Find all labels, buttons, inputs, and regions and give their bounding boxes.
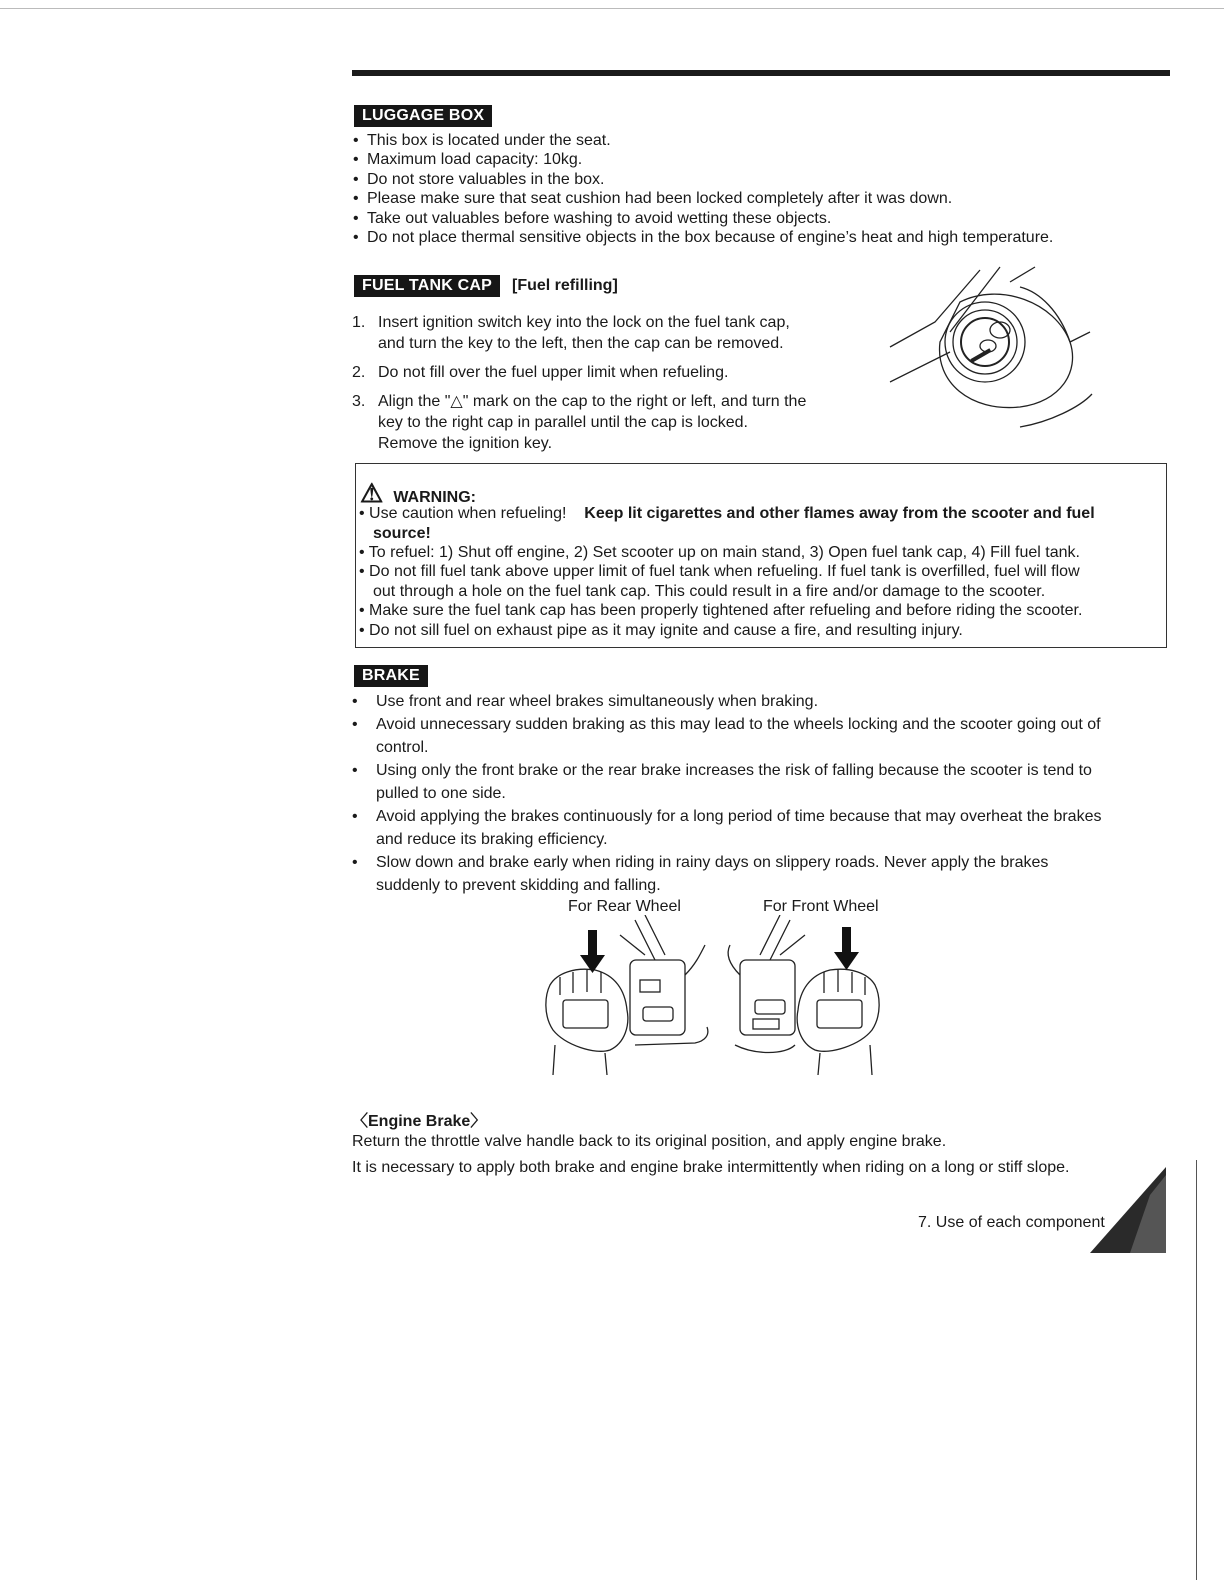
fuel-step-line: and turn the key to the left, then the cap can be removed. [378,335,784,352]
warning-box [355,463,1167,648]
fuel-step-number: 3. [352,393,366,410]
brake-bullet-line: and reduce its braking efficiency. [376,831,608,848]
header-rule [352,70,1170,76]
caption-front-wheel: For Front Wheel [763,898,879,915]
warning-line-5: • Do not sill fuel on exhaust pipe as it may ignite and cause a fire, and resulting injury. [359,622,963,639]
fuel-step-line: Align the "△" mark on the cap to the right or left, and turn the [378,393,807,410]
right-margin-line [1196,1160,1197,1580]
brake-label: BRAKE [354,665,428,687]
fuel-step [352,391,852,454]
brake-bullet [352,713,1152,759]
luggage-bullet: • This box is located under the seat. [367,131,611,151]
brake-bullet-line: • Avoid unnecessary sudden braking as this may lead to the wheels locking and the scooter going out of [376,716,1101,733]
luggage-bullet: • Do not place thermal sensitive objects in the box because of engine’s heat and high temperature. [367,228,1053,248]
page-corner-tab [1090,1165,1170,1255]
brake-bullet-line: • Avoid applying the brakes continuously for a long period of time because that may overheat the brakes [376,808,1102,825]
luggage-bullet: • Do not store valuables in the box. [367,170,604,190]
luggage-bullet: • Please make sure that seat cushion had been locked completely after it was down. [367,189,952,209]
fuel-step-line: Do not fill over the fuel upper limit when refueling. [378,364,729,381]
luggage-bullet: • Maximum load capacity: 10kg. [367,150,582,170]
engine-brake-line-1: Return the throttle valve handle back to its original position, and apply engine brake. [352,1133,947,1150]
warning-line-1-bold: Keep lit cigarettes and other flames away from the scooter and fuel [584,505,1095,522]
fuel-cap-illustration [880,262,1100,432]
page-footer: 7. Use of each component [918,1214,1105,1231]
fuel-tank-cap-label: FUEL TANK CAP [354,275,500,297]
page-edge-line [0,8,1224,9]
fuel-step [352,362,852,383]
fuel-step-number: 1. [352,314,366,331]
brake-bullet-line: • Slow down and brake early when riding in rainy days on slippery roads. Never apply the brakes [376,854,1049,871]
fuel-step-line: key to the right cap in parallel until the cap is locked. [378,414,748,431]
brake-hands-illustration [535,915,890,1080]
fuel-step [352,312,852,354]
warning-line-3: • Do not fill fuel tank above upper limit of fuel tank when refueling. If fuel tank is overfilled, fuel will flow [359,563,1080,580]
warning-triangle-icon: ⚠ [360,478,384,508]
warning-line-4: • Make sure the fuel tank cap has been properly tightened after refueling and before riding the scooter. [359,602,1083,619]
fuel-subtitle: [Fuel refilling] [512,277,618,294]
warning-line-1-bold-cont: source! [373,525,431,542]
warning-line-1-normal: • Use caution when refueling! [359,505,567,522]
luggage-bullet: • Take out valuables before washing to avoid wetting these objects. [367,209,831,229]
fuel-step-line: Remove the ignition key. [378,435,553,452]
brake-bullet-line: • Use front and rear wheel brakes simultaneously when braking. [376,693,819,710]
caption-rear-wheel: For Rear Wheel [568,898,681,915]
brake-bullet-line: suddenly to prevent skidding and falling. [376,877,661,894]
warning-title-text: WARNING: [393,489,476,506]
brake-bullet-line: • Using only the front brake or the rear brake increases the risk of falling because the scooter is tend to [376,762,1092,779]
brake-bullet-line: control. [376,739,429,756]
warning-line-1 [359,504,1095,523]
fuel-steps-list [352,312,852,462]
warning-line-2: • To refuel: 1) Shut off engine, 2) Set scooter up on main stand, 3) Open fuel tank cap, 4) Fill fuel tank. [359,544,1080,561]
fuel-step-line: Insert ignition switch key into the lock on the fuel tank cap, [378,314,790,331]
engine-brake-line-2: It is necessary to apply both brake and engine brake intermittently when riding on a long or stiff slope. [352,1159,1070,1176]
brake-bullet-list [352,690,1152,897]
engine-brake-title: 〈Engine Brake〉 [352,1113,487,1130]
warning-line-1-cont [373,524,431,543]
brake-bullet-line: pulled to one side. [376,785,506,802]
brake-bullet [352,805,1152,851]
fuel-step-number: 2. [352,364,366,381]
brake-bullet [352,759,1152,805]
luggage-box-label: LUGGAGE BOX [354,105,492,127]
brake-bullet [352,851,1152,897]
warning-line-3-cont: out through a hole on the fuel tank cap. This could result in a fire and/or damage to the scooter. [373,583,1046,600]
brake-bullet [352,690,1152,713]
